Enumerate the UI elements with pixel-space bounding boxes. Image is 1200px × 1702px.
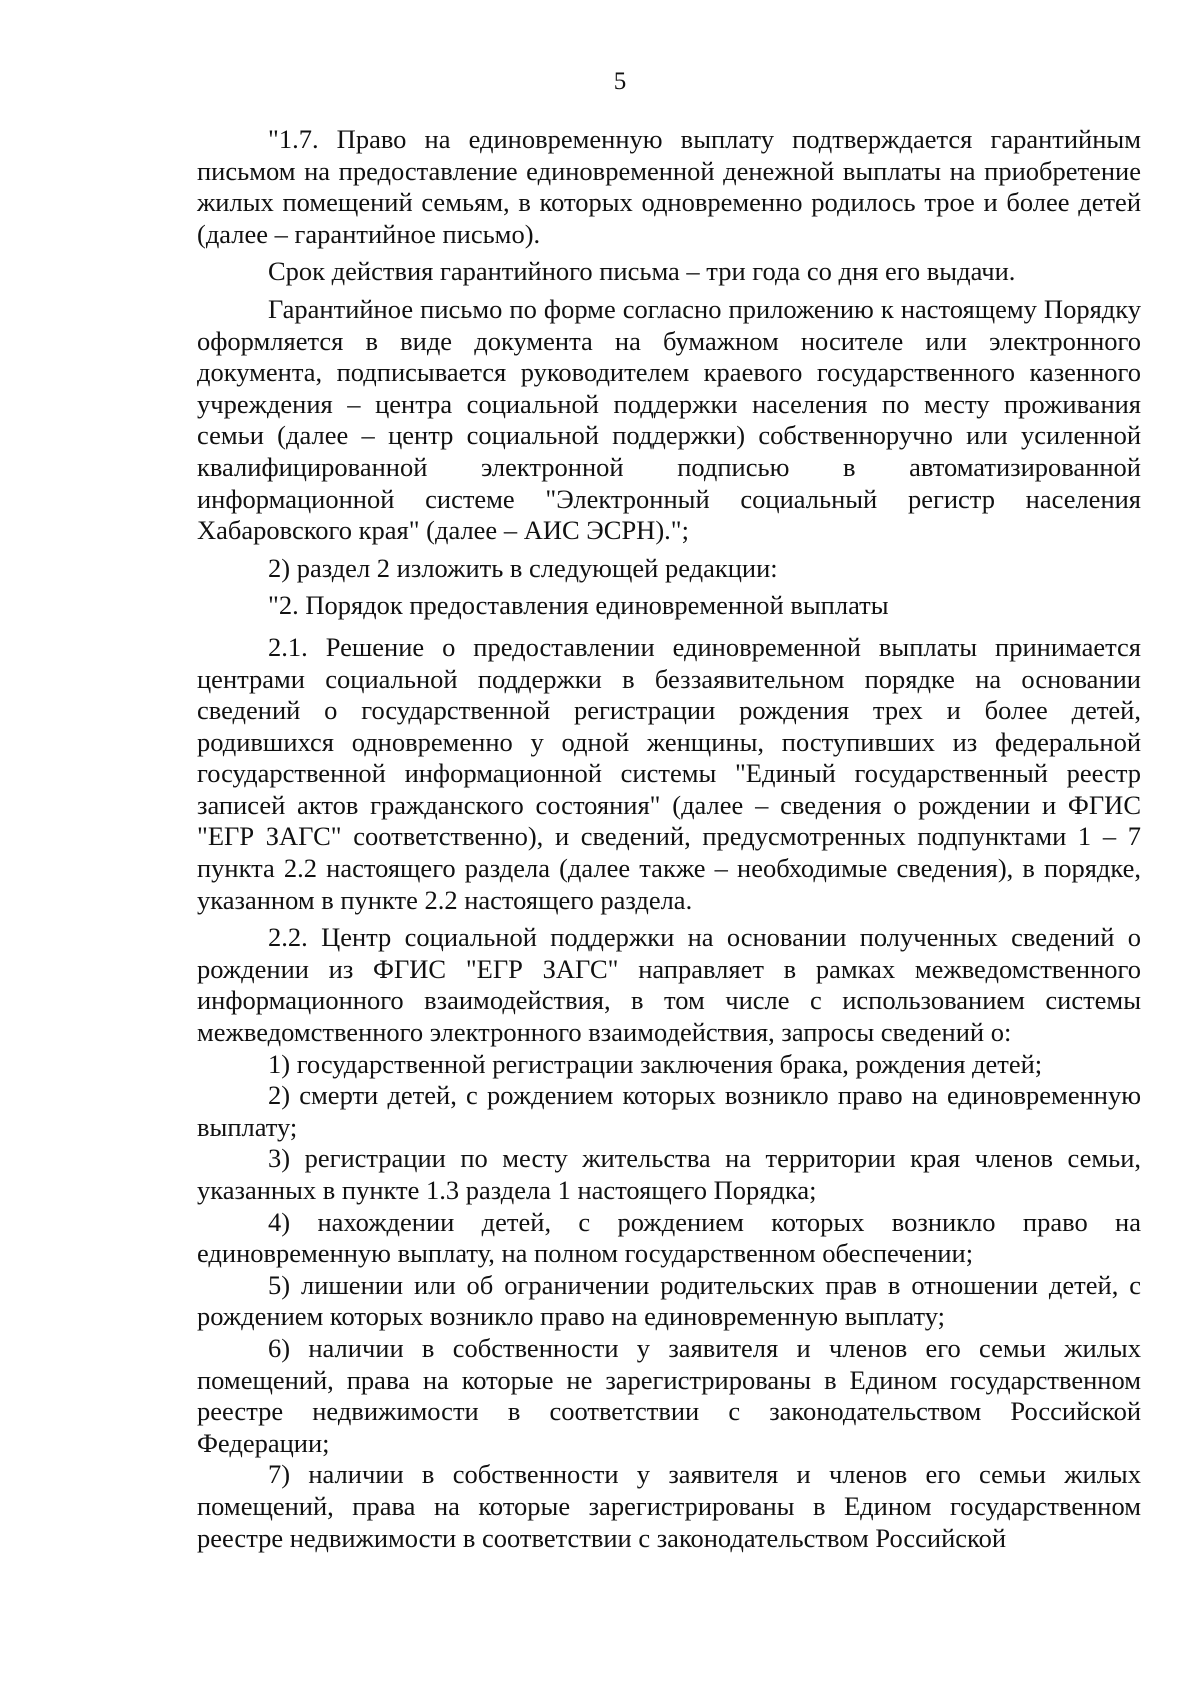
list-item-2: 2) смерти детей, с рождением которых возникло право на единовременную выплату; <box>197 1080 1141 1142</box>
page-number: 5 <box>613 68 627 95</box>
list-item-5: 5) лишении или об ограничении родительских прав в отношении детей, с рождением которых возникло право на единовременную выплату; <box>197 1269 1141 1332</box>
list-item-3: 3) регистрации по месту жительства на территории края членов семьи, указанных в пункте 1.3 раздела 1 настоящего Порядка; <box>197 1143 1141 1205</box>
list-item-7: 7) наличии в собственности у заявителя и членов его семьи жилых помещений, права на которые зарегистрированы в Едином государственном реестре недвижимости в соответствии с законодательством Российской <box>197 1459 1141 1553</box>
paragraph-2-1: 2.1. Решение о предоставлении единовременной выплаты принимается центрами социальной поддержки в беззаявительном порядке на основании сведений о государственной регистрации рождения трех и более детей, родившихся одновременно у одной женщины, поступивших из федеральной государственной информационной системы "Единый государственный реестр записей актов гражданского состояния" (далее – сведения о рождении и ФГИС "ЕГР ЗАГС" соответственно), и сведений, предусмотренных подпунктами 1 – 7 пункта 2.2 настоящего раздела (далее также – необходимые сведения), в порядке, указанном в пункте 2.2 настоящего раздела. <box>197 631 1141 915</box>
paragraph-2-2: 2.2. Центр социальной поддержки на основании полученных сведений о рождении из ФГИС "ЕГР ЗАГС" направляет в рамках межведомственного информационного взаимодействия, в том числе с использованием системы межведомственного электронного взаимодействия, запросы сведений о: <box>197 922 1141 1048</box>
list-item-6: 6) наличии в собственности у заявителя и членов его семьи жилых помещений, права на которые не зарегистрированы в Едином государственном реестре недвижимости в соответствии с законодательством Российской Федерации; <box>197 1332 1141 1458</box>
section-2-heading: "2. Порядок предоставления единовременной выплаты <box>268 590 889 621</box>
document-body <box>197 124 1141 1554</box>
paragraph-section-2-amendment: 2) раздел 2 изложить в следующей редакции: <box>268 552 778 583</box>
paragraph-validity-period: Срок действия гарантийного письма – три года со дня его выдачи. <box>268 256 1016 287</box>
list-item-1: 1) государственной регистрации заключения брака, рождения детей; <box>268 1048 1043 1079</box>
paragraph-1-7: "1.7. Право на единовременную выплату подтверждается гарантийным письмом на предоставление единовременной денежной выплаты на приобретение жилых помещений семьям, в которых одновременно родилось трое и более детей (далее – гарантийное письмо). <box>197 124 1141 249</box>
paragraph-letter-form: Гарантийное письмо по форме согласно приложению к настоящему Порядку оформляется в виде документа на бумажном носителе или электронного документа, подписывается руководителем краевого государственного казенного учреждения – центра социальной поддержки населения по месту проживания семьи (далее – центр социальной поддержки) собственноручно или усиленной квалифицированной электронной подписью в автоматизированной информационной системе "Электронный социальный регистр населения Хабаровского края" (далее – АИС ЭСРН)."; <box>197 293 1141 546</box>
list-item-4: 4) нахождении детей, с рождением которых возникло право на единовременную выплату, на полном государственном обеспечении; <box>197 1206 1141 1269</box>
